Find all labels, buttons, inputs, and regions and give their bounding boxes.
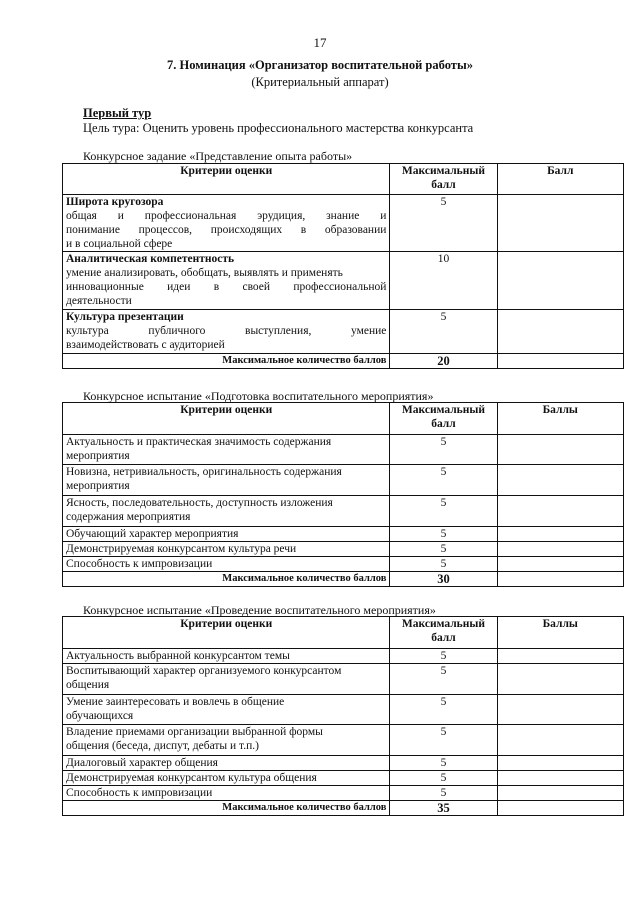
- total-label: Максимальное количество баллов: [63, 354, 390, 369]
- header-score: Баллы: [497, 617, 624, 649]
- score-cell[interactable]: [497, 310, 624, 354]
- criterion-text-line: Воспитывающий характер организуемого конкурсантом: [66, 665, 342, 677]
- criterion-text-line: Диалоговый характер общения: [63, 756, 390, 771]
- criterion-text-line: Актуальность и практическая значимость содержания: [66, 436, 332, 448]
- criterion-text-line: Владение приемами организации выбранной формы: [66, 726, 323, 738]
- total-score-cell[interactable]: [497, 801, 624, 816]
- criterion-text-line: обучающихся: [66, 710, 134, 722]
- header-criteria: Критерии оценки: [63, 617, 390, 649]
- score-cell[interactable]: [497, 649, 624, 664]
- max-score-cell: 5: [390, 664, 497, 695]
- table-caption: Конкурсное испытание «Подготовка воспитательного мероприятия»: [83, 389, 434, 403]
- table-row: [63, 465, 624, 496]
- max-score-cell: 5: [390, 527, 497, 542]
- criterion-text-line: деятельности: [66, 295, 132, 307]
- total-label: Максимальное количество баллов: [63, 572, 390, 587]
- total-label: Максимальное количество баллов: [63, 801, 390, 816]
- table-caption: Конкурсное задание «Представление опыта работы»: [83, 149, 353, 163]
- total-value: 20: [390, 354, 497, 369]
- max-score-cell: 5: [390, 695, 497, 725]
- table-row: [63, 756, 624, 771]
- criterion-text-line: Способность к импровизации: [63, 786, 390, 801]
- table-caption: Конкурсное испытание «Проведение воспитательного мероприятия»: [83, 603, 436, 617]
- table-row: [63, 195, 624, 252]
- table-row: [63, 252, 624, 310]
- max-score-cell: 5: [390, 786, 497, 801]
- table-row: [63, 786, 624, 801]
- max-score-cell: 5: [390, 542, 497, 557]
- table-row: [63, 664, 624, 695]
- criterion-text-line: понимание процессов, происходящих в образовании: [66, 224, 387, 236]
- page-number: 17: [313, 35, 327, 50]
- max-score-cell: 10: [390, 252, 497, 310]
- criterion-text-line: общая и профессиональная эрудиция, знание и: [66, 210, 387, 222]
- max-score-cell: 5: [390, 557, 497, 572]
- header-max-score: Максимальный балл: [390, 617, 497, 649]
- max-score-cell: 5: [390, 756, 497, 771]
- criterion-title: Аналитическая компетентность: [66, 253, 235, 265]
- score-cell[interactable]: [497, 771, 624, 786]
- score-cell[interactable]: [497, 496, 624, 527]
- total-value: 35: [390, 801, 497, 816]
- criterion-text-line: общения (беседа, диспут, дебаты и т.п.): [66, 740, 259, 752]
- criterion-text-line: культура публичного выступления, умение: [66, 325, 387, 337]
- total-value: 30: [390, 572, 497, 587]
- nomination-subtitle: (Критериальный аппарат): [251, 75, 389, 89]
- score-cell[interactable]: [497, 725, 624, 756]
- table-row: [63, 310, 624, 354]
- header-max-score: Максимальный балл: [390, 164, 497, 195]
- total-row: [63, 572, 624, 587]
- table-row: [63, 527, 624, 542]
- round-title: Первый тур: [83, 106, 152, 120]
- criterion-text-line: содержания мероприятия: [66, 511, 191, 523]
- round-goal: Цель тура: Оценить уровень профессионального мастерства конкурсанта: [83, 121, 474, 135]
- table-row: [63, 649, 624, 664]
- header-max-score: Максимальный балл: [390, 403, 497, 435]
- total-row: [63, 801, 624, 816]
- table-row: [63, 771, 624, 786]
- score-cell[interactable]: [497, 756, 624, 771]
- criteria-table-3: [62, 616, 624, 816]
- score-cell[interactable]: [497, 252, 624, 310]
- criterion-text-line: Умение заинтересовать и вовлечь в общение: [66, 696, 285, 708]
- criterion-text-line: Демонстрируемая конкурсантом культура речи: [63, 542, 390, 557]
- criterion-text-line: мероприятия: [66, 480, 130, 492]
- score-cell[interactable]: [497, 542, 624, 557]
- criterion-text-line: Ясность, последовательность, доступность изложения: [66, 497, 333, 509]
- criterion-text-line: умение анализировать, обобщать, выявлять и применять: [66, 267, 343, 279]
- criterion-text-line: Актуальность выбранной конкурсантом темы: [63, 649, 390, 664]
- score-cell[interactable]: [497, 435, 624, 465]
- max-score-cell: 5: [390, 725, 497, 756]
- table-row: [63, 542, 624, 557]
- score-cell[interactable]: [497, 695, 624, 725]
- criteria-table-1: [62, 163, 624, 369]
- score-cell[interactable]: [497, 527, 624, 542]
- score-cell[interactable]: [497, 465, 624, 496]
- header-score: Баллы: [497, 403, 624, 435]
- header-criteria: Критерии оценки: [63, 403, 390, 435]
- max-score-cell: 5: [390, 435, 497, 465]
- max-score-cell: 5: [390, 310, 497, 354]
- criterion-text-line: Новизна, нетривиальность, оригинальность содержания: [66, 466, 342, 478]
- criterion-text-line: взаимодействовать с аудиторией: [66, 339, 225, 351]
- header-criteria: Критерии оценки: [63, 164, 390, 195]
- criterion-title: Культура презентации: [66, 311, 184, 323]
- max-score-cell: 5: [390, 465, 497, 496]
- score-cell[interactable]: [497, 195, 624, 252]
- max-score-cell: 5: [390, 771, 497, 786]
- criterion-text-line: Демонстрируемая конкурсантом культура общения: [63, 771, 390, 786]
- table-row: [63, 725, 624, 756]
- nomination-title: 7. Номинация «Организатор воспитательной работы»: [167, 58, 473, 72]
- total-score-cell[interactable]: [497, 354, 624, 369]
- criteria-table-2: [62, 402, 624, 587]
- total-row: [63, 354, 624, 369]
- total-score-cell[interactable]: [497, 572, 624, 587]
- score-cell[interactable]: [497, 664, 624, 695]
- criterion-text-line: мероприятия: [66, 450, 130, 462]
- criterion-text-line: и в социальной сфере: [66, 238, 173, 250]
- score-cell[interactable]: [497, 557, 624, 572]
- table-row: [63, 557, 624, 572]
- max-score-cell: 5: [390, 496, 497, 527]
- max-score-cell: 5: [390, 195, 497, 252]
- criterion-text-line: Обучающий характер мероприятия: [63, 527, 390, 542]
- score-cell[interactable]: [497, 786, 624, 801]
- table-row: [63, 695, 624, 725]
- criterion-text-line: инновационные идеи в своей профессиональной: [66, 281, 387, 293]
- criterion-text-line: Способность к импровизации: [63, 557, 390, 572]
- criterion-title: Широта кругозора: [66, 196, 164, 208]
- header-score: Балл: [497, 164, 624, 195]
- table-row: [63, 435, 624, 465]
- max-score-cell: 5: [390, 649, 497, 664]
- criterion-text-line: общения: [66, 679, 110, 691]
- table-row: [63, 496, 624, 527]
